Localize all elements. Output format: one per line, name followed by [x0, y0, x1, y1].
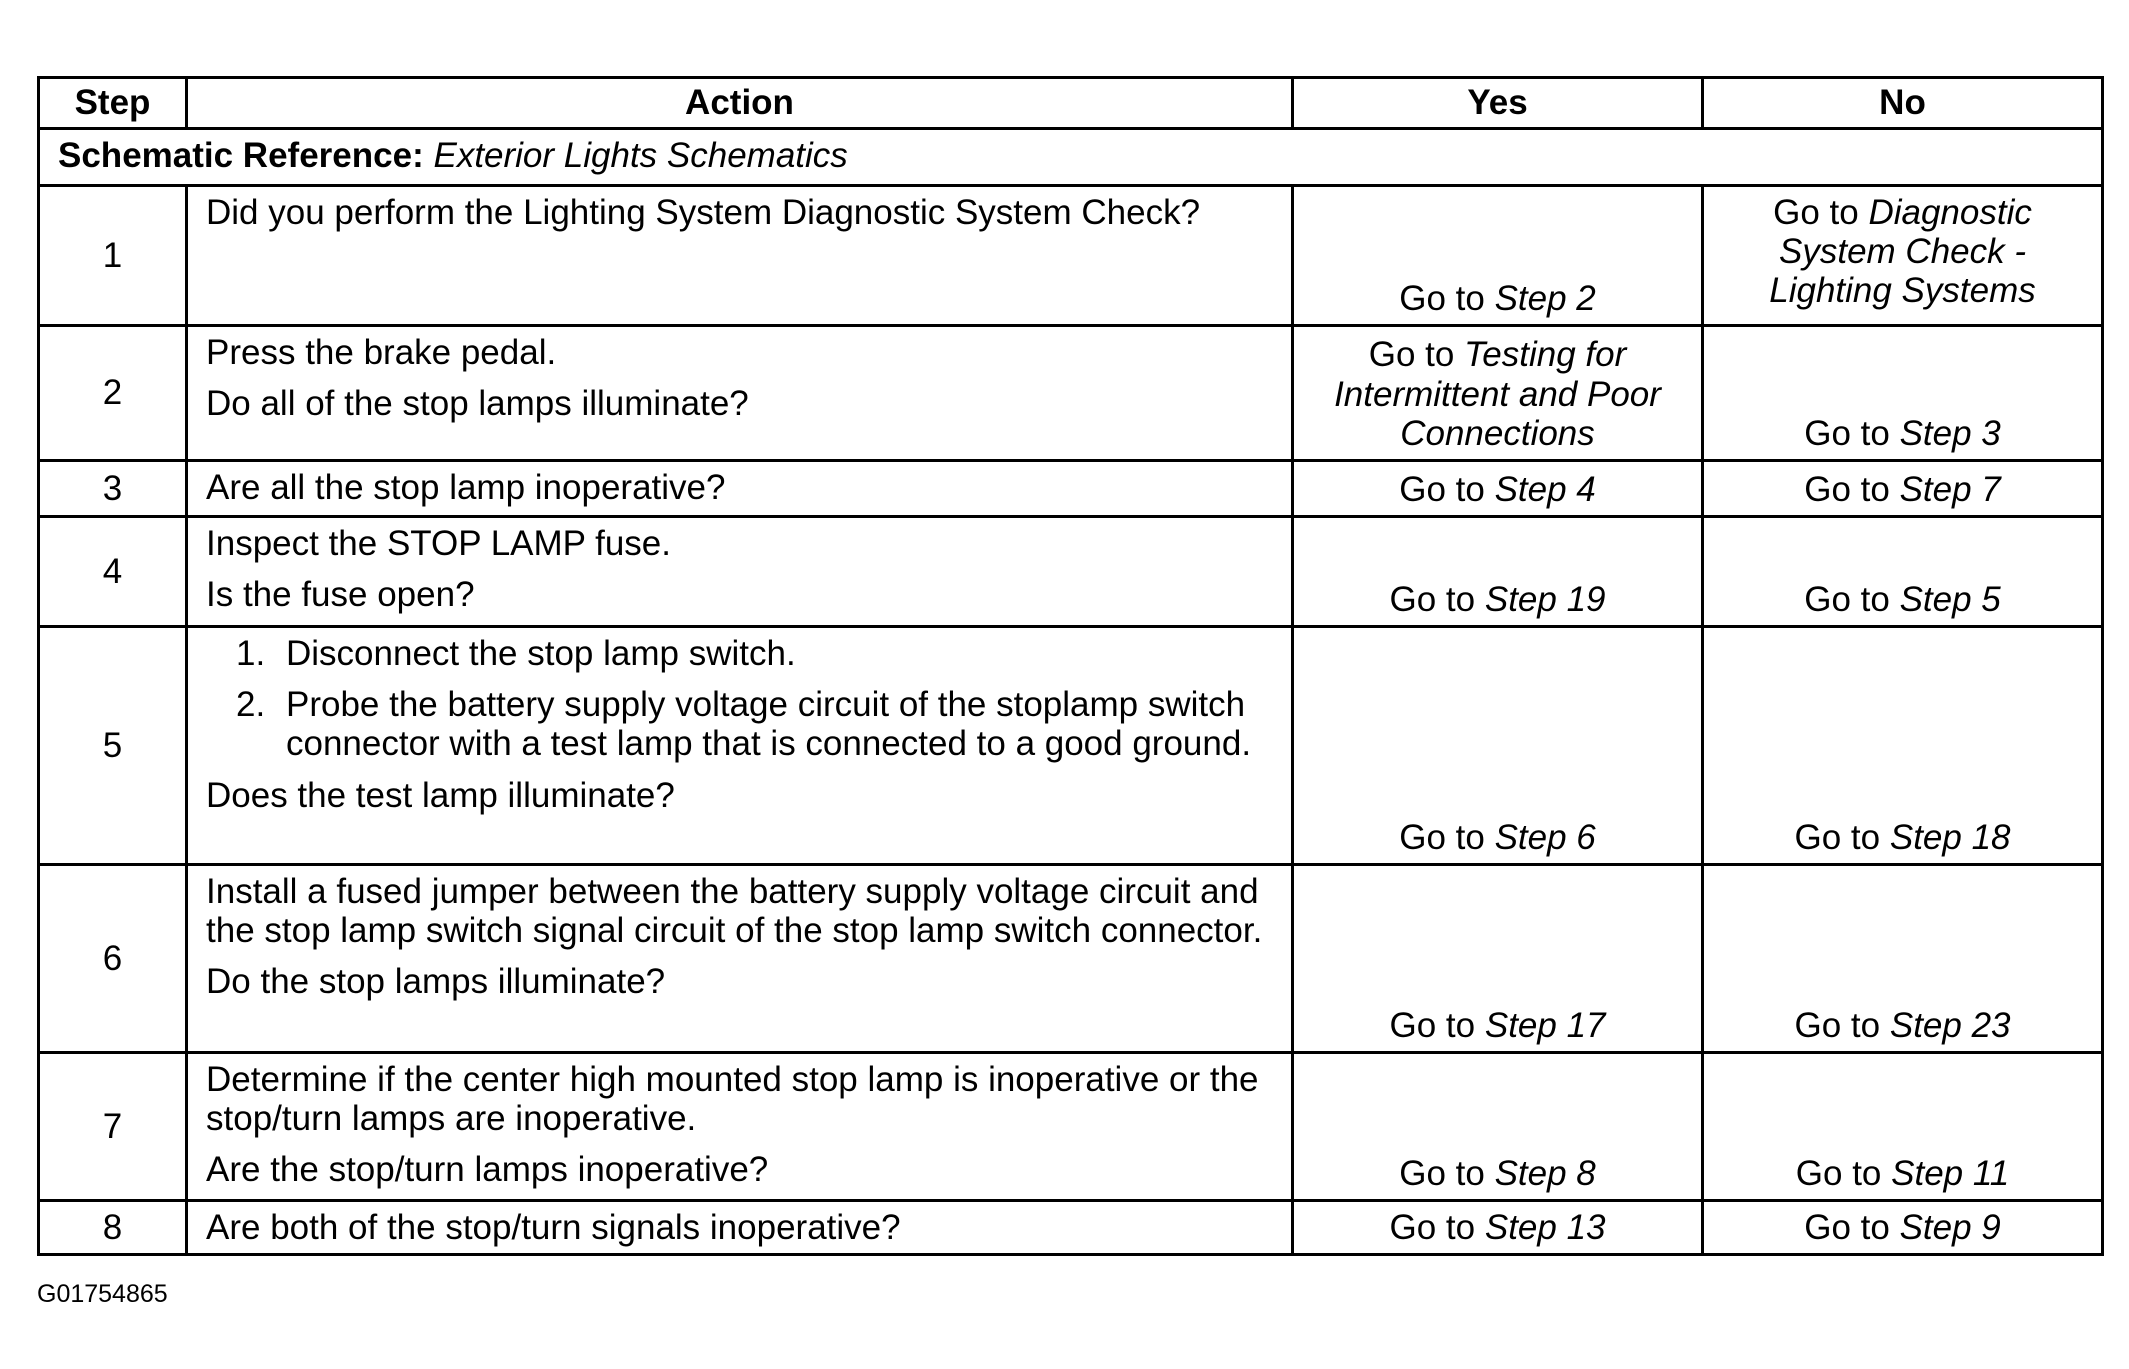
yes-target: Step 13 — [1484, 1208, 1606, 1247]
yes-cell — [1293, 1201, 1703, 1255]
schematic-reference-cell — [39, 129, 2103, 186]
action-question: Are both of the stop/turn signals inoperative? — [206, 1208, 901, 1247]
action-question: Does the test lamp illuminate? — [206, 775, 675, 815]
step-number: 4 — [39, 517, 187, 627]
table-row — [39, 517, 2103, 627]
no-cell — [1703, 1053, 2103, 1201]
no-cell — [1703, 186, 2103, 326]
go-to-label: Go to — [1804, 579, 1890, 619]
step-number: 6 — [39, 865, 187, 1053]
no-target: Step 9 — [1899, 1208, 2001, 1247]
yes-target: Step 2 — [1494, 278, 1596, 318]
yes-cell — [1293, 186, 1703, 326]
no-target: Step 23 — [1889, 1005, 2011, 1045]
no-cell — [1703, 1201, 2103, 1255]
action-cell — [187, 517, 1293, 627]
go-to-label: Go to — [1389, 1208, 1476, 1247]
go-to-label: Go to — [1368, 335, 1455, 375]
yes-cell — [1293, 326, 1703, 461]
no-target: Step 11 — [1891, 1153, 2010, 1193]
table-row — [39, 461, 2103, 517]
no-cell — [1703, 865, 2103, 1053]
header-yes: Yes — [1293, 78, 1703, 129]
action-text: Did you perform the Lighting System Diagnostic System Check? — [206, 193, 1201, 232]
step-number: 3 — [39, 461, 187, 517]
table-row — [39, 1053, 2103, 1201]
go-to-label: Go to — [1389, 1005, 1476, 1045]
list-number: 2. — [236, 685, 266, 725]
action-text: Install a fused jumper between the battery supply voltage circuit and the stop lamp switch signal circuit of the stop lamp switch connector. — [206, 872, 1263, 951]
no-cell — [1703, 517, 2103, 627]
table-row — [39, 1201, 2103, 1255]
yes-target: Step 17 — [1484, 1005, 1606, 1045]
action-text: Inspect the STOP LAMP fuse. — [206, 524, 671, 563]
go-to-label: Go to — [1399, 1153, 1485, 1193]
table-row — [39, 627, 2103, 865]
numbered-list — [206, 634, 1273, 764]
header-action: Action — [187, 78, 1293, 129]
action-cell — [187, 461, 1293, 517]
go-to-label: Go to — [1389, 579, 1476, 619]
yes-cell — [1293, 627, 1703, 865]
go-to-label: Go to — [1773, 193, 1859, 232]
table-row — [39, 326, 2103, 461]
action-cell — [187, 326, 1293, 461]
no-target: Step 7 — [1899, 469, 2001, 509]
list-number: 1. — [236, 634, 266, 673]
header-row — [39, 78, 2103, 129]
step-number: 1 — [39, 186, 187, 326]
yes-target: Step 8 — [1494, 1153, 1596, 1193]
no-cell — [1703, 627, 2103, 865]
list-item — [236, 685, 1273, 763]
action-question: Do all of the stop lamps illuminate? — [206, 384, 749, 424]
no-target: Step 18 — [1889, 817, 2011, 857]
action-question: Are the stop/turn lamps inoperative? — [206, 1150, 769, 1190]
diagnostic-table — [37, 76, 2104, 1256]
list-item — [236, 634, 1273, 673]
list-text: Disconnect the stop lamp switch. — [286, 634, 796, 673]
action-question: Are all the stop lamp inoperative? — [206, 468, 726, 507]
schematic-reference-row — [39, 129, 2103, 186]
figure-id: G01754865 — [37, 1280, 168, 1308]
yes-cell — [1293, 461, 1703, 517]
no-cell — [1703, 326, 2103, 461]
step-number: 7 — [39, 1053, 187, 1201]
action-cell — [187, 1201, 1293, 1255]
go-to-label: Go to — [1399, 817, 1485, 857]
step-number: 5 — [39, 627, 187, 865]
schematic-reference-label: Schematic Reference: — [58, 136, 424, 175]
go-to-label: Go to — [1795, 1153, 1882, 1193]
go-to-label: Go to — [1794, 1005, 1881, 1045]
action-cell — [187, 627, 1293, 865]
action-text: Press the brake pedal. — [206, 333, 557, 372]
go-to-label: Go to — [1804, 1208, 1890, 1247]
schematic-reference-link: Exterior Lights Schematics — [433, 136, 848, 175]
no-target: Diagnostic System Check - Lighting Systems — [1769, 193, 2036, 311]
yes-target: Step 19 — [1484, 579, 1606, 619]
yes-cell — [1293, 517, 1703, 627]
yes-target: Step 4 — [1494, 469, 1596, 509]
step-number: 2 — [39, 326, 187, 461]
yes-cell — [1293, 865, 1703, 1053]
go-to-label: Go to — [1804, 469, 1890, 509]
action-text: Determine if the center high mounted stop lamp is inoperative or the stop/turn lamps are inoperative. — [206, 1060, 1259, 1139]
header-no: No — [1703, 78, 2103, 129]
no-target: Step 5 — [1899, 579, 2001, 619]
yes-target: Testing for Intermittent and Poor Connections — [1334, 335, 1661, 453]
yes-cell — [1293, 1053, 1703, 1201]
list-text: Probe the battery supply voltage circuit of the stoplamp switch connector with a test lamp that is connected to a good ground. — [286, 685, 1252, 764]
action-cell — [187, 1053, 1293, 1201]
no-cell — [1703, 461, 2103, 517]
go-to-label: Go to — [1399, 469, 1485, 509]
table-row — [39, 186, 2103, 326]
go-to-label: Go to — [1399, 278, 1485, 318]
go-to-label: Go to — [1794, 817, 1881, 857]
action-cell — [187, 865, 1293, 1053]
table-row — [39, 865, 2103, 1053]
no-target: Step 3 — [1899, 413, 2001, 453]
action-question: Is the fuse open? — [206, 575, 475, 615]
step-number: 8 — [39, 1201, 187, 1255]
yes-target: Step 6 — [1494, 817, 1596, 857]
action-question: Do the stop lamps illuminate? — [206, 962, 666, 1002]
header-step: Step — [39, 78, 187, 129]
go-to-label: Go to — [1804, 413, 1890, 453]
action-cell — [187, 186, 1293, 326]
